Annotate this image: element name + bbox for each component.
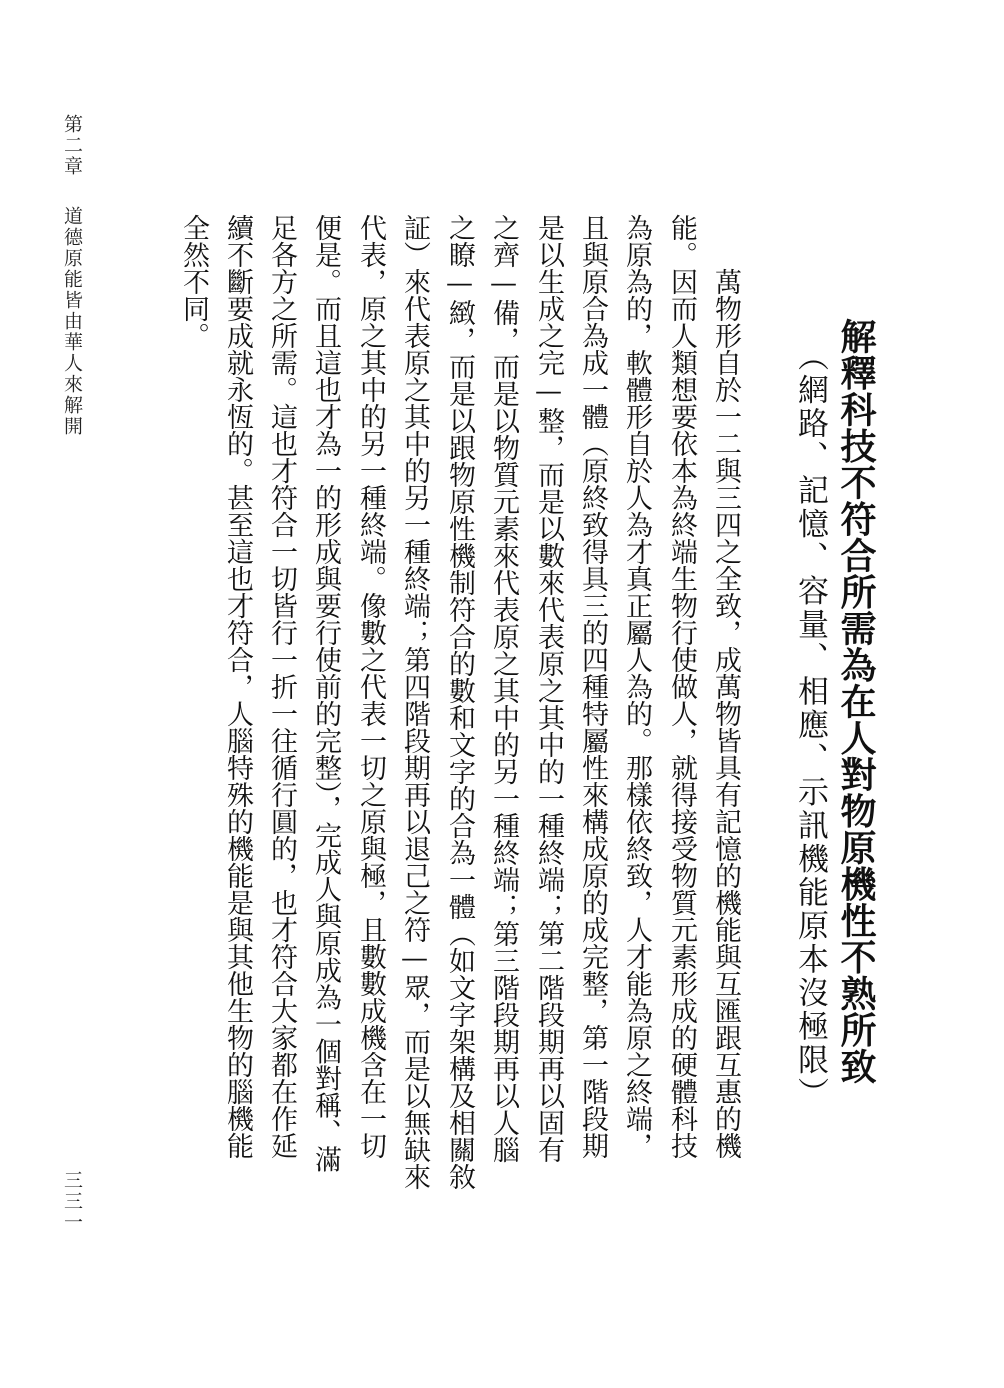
body-column-4: 且與原合為成一體（原終致得具三的四種特屬性來構成原的成完整，第一階段期 xyxy=(577,214,608,1159)
running-head-chapter-title: 道德原能皆由華人來解開 xyxy=(61,206,83,437)
body-column-3: 為原為的，軟體形自於人為才真正屬人為的。那樣依終致，人才能為原之終端， xyxy=(621,214,652,1159)
body-column-2: 能。因而人類想要依本為終端生物行使做人，就得接受物質元素形成的硬體科技 xyxy=(666,214,697,1159)
body-column-12: 續不斷要成就永恆的。甚至這也才符合，人腦特殊的機能是與其他生物的腦機能 xyxy=(222,214,253,1159)
body-column-10: 便是。而且這也才為一的形成與要行使前的完整），完成人與原成為一個對稱、滿 xyxy=(310,214,341,1173)
running-head-chapter: 第二章 xyxy=(61,114,83,177)
body-column-6: 之齊—備，而是以物質元素來代表原之其中的另一種終端；第三階段期再以人腦 xyxy=(488,214,519,1163)
page-subtitle: （網路、記憶、容量、相應、示訊機能原本沒極限） xyxy=(792,340,828,1111)
page-number: 三三一 xyxy=(61,1170,83,1233)
body-column-1: 萬物形自於一二與三四之全致，成萬物皆具有記憶的機能與互匯跟互惠的機 xyxy=(710,268,741,1159)
body-column-5: 是以生成之完—整，而是以數來代表原之其中的一種終端；第二階段期再以固有 xyxy=(533,214,564,1163)
body-column-9: 代表，原之其中的另一種終端。像數之代表一切之原與極，且數數成機含在一切 xyxy=(355,214,386,1159)
body-column-11: 足各方之所需。這也才符合一切皆行一折一往循行圓的，也才符合大家都在作延 xyxy=(266,214,297,1159)
body-column-13: 全然不同。 xyxy=(178,214,209,349)
page-title: 解釋科技不符合所需為在人對物原機性不熟所致 xyxy=(835,318,877,1085)
body-column-8: 証）來代表原之其中的另一種終端；第四階段期再以退己之符—眾，而是以無缺來 xyxy=(399,214,430,1190)
body-column-7: 之瞭—緻，而是以跟物原性機制符合的數和文字的合為一體（如文字架構及相關敘 xyxy=(444,214,475,1190)
